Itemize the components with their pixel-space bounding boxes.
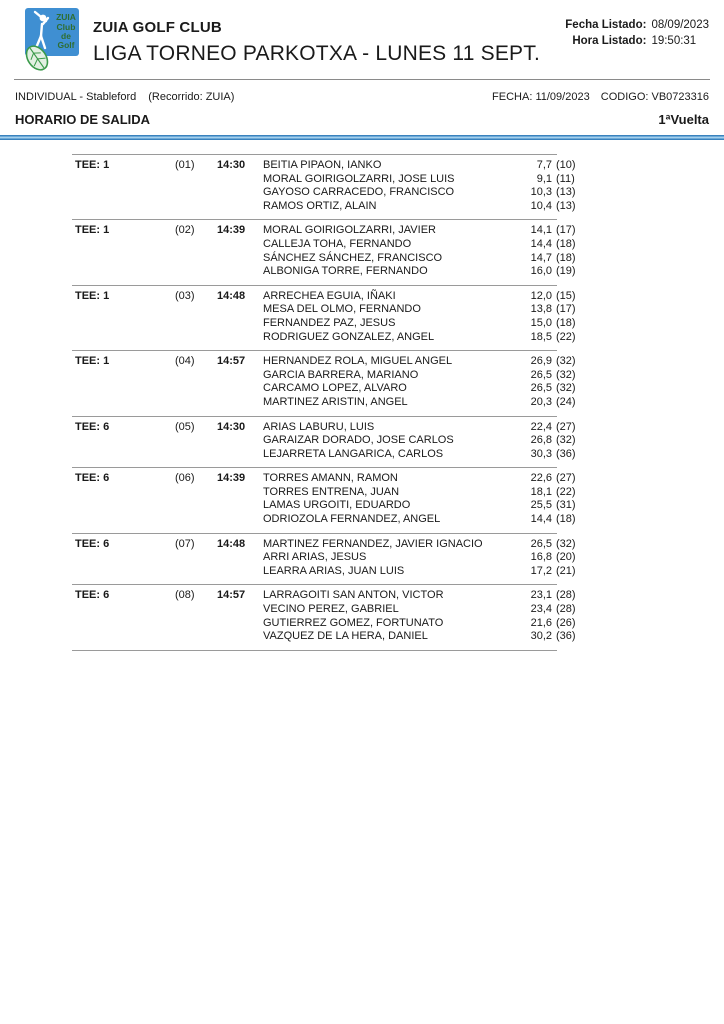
handicap-playing: (19): [556, 265, 576, 278]
club-name: ZUIA GOLF CLUB: [93, 19, 222, 36]
handicap-playing: (17): [556, 303, 576, 316]
svg-text:de: de: [61, 31, 71, 41]
page-header: [0, 0, 724, 72]
svg-text:Club: Club: [56, 22, 76, 32]
section-title: HORARIO DE SALIDA: [15, 112, 151, 127]
handicap-exact: 23,4: [530, 603, 552, 616]
player-handicap: [530, 396, 585, 410]
player-handicap: [530, 486, 585, 500]
player-name: MORAL GOIRIGOLZARRI, JAVIER: [263, 224, 436, 237]
handicap-exact: 20,3: [530, 395, 552, 408]
handicap-exact: 25,5: [530, 499, 552, 512]
group-order: [175, 603, 217, 617]
group-order: (01): [175, 159, 195, 171]
tee-time: [217, 238, 263, 252]
group-order: [175, 265, 217, 279]
player-row: [72, 265, 585, 279]
tee-time: 14:57: [217, 355, 246, 368]
handicap-playing: (13): [556, 186, 576, 199]
player-handicap: [530, 472, 585, 486]
player-handicap: [530, 238, 585, 252]
group-order: [175, 499, 217, 513]
code-label: CODIGO:: [600, 91, 649, 103]
handicap-exact: 10,4: [530, 199, 552, 212]
handicap-exact: 26,9: [530, 355, 552, 368]
tee-time: [217, 200, 263, 214]
handicap-exact: 12,0: [530, 289, 552, 302]
listed-time-label: Hora Listado:: [572, 35, 647, 47]
handicap-playing: (18): [556, 513, 576, 526]
player-name: LAMAS URGOITI, EDUARDO: [263, 499, 411, 512]
handicap-exact: 23,1: [530, 589, 552, 602]
tee-label: [72, 434, 175, 448]
player-name: MORAL GOIRIGOLZARRI, JOSE LUIS: [263, 172, 455, 185]
code-value: VB0723316: [651, 91, 709, 103]
group-order: [175, 303, 217, 317]
table-divider: [72, 650, 557, 651]
player-name: GAYOSO CARRACEDO, FRANCISCO: [263, 186, 455, 199]
tee-time: [217, 252, 263, 266]
zuia-golf-club-logo: [15, 8, 85, 72]
player-name: TORRES ENTRENA, JUAN: [263, 485, 400, 498]
handicap-exact: 22,4: [530, 420, 552, 433]
player-name: VECINO PEREZ, GABRIEL: [263, 603, 399, 616]
group-order: [175, 173, 217, 187]
handicap-exact: 26,8: [530, 434, 552, 447]
player-row: [72, 499, 585, 513]
tee-time: [217, 603, 263, 617]
player-handicap: [530, 630, 585, 644]
player-handicap: [530, 317, 585, 331]
player-row: [72, 290, 585, 304]
player-name: ARRECHEA EGUIA, IÑAKI: [263, 289, 396, 302]
group-order: (06): [175, 472, 195, 485]
tee-label: [72, 565, 175, 579]
handicap-playing: (27): [556, 420, 576, 433]
player-name: SÁNCHEZ SÁNCHEZ, FRANCISCO: [263, 251, 443, 264]
handicap-exact: 10,3: [530, 186, 552, 199]
group-order: [175, 186, 217, 200]
tee-time: [217, 317, 263, 331]
handicap-playing: (11): [556, 172, 575, 185]
listed-time-value: 19:50:31: [651, 35, 697, 47]
group-order: [175, 238, 217, 252]
player-row: [72, 159, 585, 173]
player-name: GARCIA BARRERA, MARIANO: [263, 368, 419, 381]
handicap-playing: (21): [556, 564, 576, 577]
player-handicap: [530, 355, 585, 369]
tee-label: [72, 603, 175, 617]
player-name: MARTINEZ ARISTIN, ANGEL: [263, 395, 408, 408]
handicap-exact: 9,1: [536, 172, 552, 185]
player-handicap: [530, 603, 585, 617]
handicap-exact: 16,0: [530, 265, 552, 278]
handicap-playing: (15): [556, 289, 576, 302]
tee-label: [72, 186, 175, 200]
tee-label: [72, 551, 175, 565]
tee-group: [72, 534, 585, 585]
handicap-playing: (18): [556, 251, 576, 264]
handicap-playing: (17): [556, 224, 576, 237]
schedule-table: [72, 154, 585, 651]
player-handicap: [530, 159, 585, 173]
player-name: LEARRA ARIAS, JUAN LUIS: [263, 564, 405, 577]
group-order: (08): [175, 589, 195, 602]
group-order: (04): [175, 355, 195, 368]
handicap-playing: (22): [556, 485, 576, 498]
player-handicap: [530, 434, 585, 448]
tee-time: [217, 396, 263, 410]
tee-label: TEE: 1: [75, 224, 110, 237]
player-row: [72, 486, 585, 500]
player-name: MESA DEL OLMO, FERNANDO: [263, 303, 421, 316]
player-name: ARIAS LABURU, LUIS: [263, 420, 375, 433]
player-row: [72, 551, 585, 565]
tee-time: 14:57: [217, 589, 246, 602]
player-row: [72, 173, 585, 187]
player-handicap: [530, 617, 585, 631]
date-value: 11/09/2023: [535, 91, 590, 103]
tee-label: [72, 331, 175, 345]
player-name: RODRIGUEZ GONZALEZ, ANGEL: [263, 330, 435, 343]
tee-time: 14:30: [217, 420, 246, 433]
handicap-playing: (28): [556, 603, 576, 616]
player-name: GARAIZAR DORADO, JOSE CARLOS: [263, 434, 454, 447]
player-row: [72, 421, 585, 435]
player-handicap: [530, 186, 585, 200]
player-name: LARRAGOITI SAN ANTON, VICTOR: [263, 589, 444, 602]
group-order: [175, 630, 217, 644]
tee-label: [72, 382, 175, 396]
handicap-playing: (26): [556, 616, 576, 629]
tee-time: [217, 448, 263, 462]
player-handicap: [530, 252, 585, 266]
tee-group: [72, 468, 585, 532]
handicap-exact: 26,5: [530, 368, 552, 381]
listing-info: [565, 19, 709, 48]
player-handicap: [530, 565, 585, 579]
tee-label: TEE: 6: [75, 589, 110, 602]
tee-label: TEE: 1: [75, 159, 110, 171]
player-row: [72, 565, 585, 579]
handicap-exact: 14,4: [530, 237, 552, 250]
tee-label: [72, 499, 175, 513]
handicap-exact: 17,2: [530, 564, 552, 577]
tee-time: 14:48: [217, 537, 246, 550]
player-row: [72, 186, 585, 200]
group-order: [175, 382, 217, 396]
handicap-playing: (28): [556, 589, 576, 602]
tee-time: [217, 551, 263, 565]
handicap-exact: 26,5: [530, 537, 552, 550]
player-name: VAZQUEZ DE LA HERA, DANIEL: [263, 630, 428, 643]
group-order: (07): [175, 537, 195, 550]
svg-text:Golf: Golf: [57, 40, 75, 50]
tee-time: [217, 513, 263, 527]
handicap-playing: (32): [556, 434, 576, 447]
group-order: [175, 513, 217, 527]
handicap-playing: (27): [556, 472, 576, 485]
tee-label: [72, 617, 175, 631]
tee-label: [72, 238, 175, 252]
tee-label: TEE: 6: [75, 472, 110, 485]
tee-time: [217, 265, 263, 279]
tee-group: [72, 155, 585, 219]
player-row: [72, 317, 585, 331]
competition-codes: [492, 91, 709, 103]
player-name: FERNANDEZ PAZ, JESUS: [263, 316, 396, 329]
player-handicap: [530, 200, 585, 214]
player-name: TORRES AMANN, RAMON: [263, 472, 398, 485]
handicap-playing: (31): [556, 499, 576, 512]
handicap-exact: 30,2: [530, 630, 552, 643]
tee-time: 14:39: [217, 472, 246, 485]
handicap-playing: (32): [556, 537, 576, 550]
player-row: [72, 538, 585, 552]
meta-row: [15, 91, 709, 103]
header-titles: [93, 8, 540, 66]
tee-time: [217, 369, 263, 383]
group-order: [175, 331, 217, 345]
group-order: [175, 448, 217, 462]
player-row: [72, 589, 585, 603]
player-row: [72, 331, 585, 345]
tee-label: [72, 486, 175, 500]
svg-text:ZUIA: ZUIA: [56, 12, 76, 22]
tee-time: [217, 565, 263, 579]
handicap-exact: 26,5: [530, 382, 552, 395]
handicap-playing: (36): [556, 447, 576, 460]
tee-label: TEE: 1: [75, 355, 110, 368]
handicap-playing: (32): [556, 382, 576, 395]
player-row: [72, 448, 585, 462]
tee-group: [72, 220, 585, 284]
group-order: [175, 486, 217, 500]
handicap-exact: 14,4: [530, 513, 552, 526]
handicap-exact: 22,6: [530, 472, 552, 485]
group-order: (02): [175, 224, 195, 237]
tee-label: [72, 303, 175, 317]
player-name: HERNANDEZ ROLA, MIGUEL ANGEL: [263, 355, 453, 368]
handicap-exact: 15,0: [530, 316, 552, 329]
tournament-title: LIGA TORNEO PARKOTXA - LUNES 11 SEPT.: [93, 42, 540, 65]
player-row: [72, 396, 585, 410]
tee-label: [72, 252, 175, 266]
player-name: ODRIOZOLA FERNANDEZ, ANGEL: [263, 513, 441, 526]
group-order: [175, 551, 217, 565]
tee-time: 14:48: [217, 289, 246, 302]
tee-time: [217, 617, 263, 631]
handicap-exact: 18,1: [530, 485, 552, 498]
player-handicap: [530, 448, 585, 462]
player-row: [72, 603, 585, 617]
tee-label: TEE: 6: [75, 537, 110, 550]
player-handicap: [530, 513, 585, 527]
player-row: [72, 472, 585, 486]
player-name: BEITIA PIPAON, IANKO: [263, 159, 382, 171]
tee-group: [72, 286, 585, 350]
player-name: ARRI ARIAS, JESUS: [263, 551, 367, 564]
handicap-exact: 18,5: [530, 330, 552, 343]
tee-time: 14:30: [217, 159, 246, 171]
player-row: [72, 252, 585, 266]
group-order: [175, 617, 217, 631]
player-row: [72, 369, 585, 383]
tee-time: [217, 382, 263, 396]
course-text: (Recorrido: ZUIA): [148, 91, 235, 103]
listed-date-label: Fecha Listado:: [565, 19, 647, 31]
player-name: ALBONIGA TORRE, FERNANDO: [263, 265, 428, 278]
tee-time: [217, 186, 263, 200]
handicap-playing: (18): [556, 316, 576, 329]
player-handicap: [530, 382, 585, 396]
tee-time: [217, 303, 263, 317]
tee-time: [217, 499, 263, 513]
handicap-exact: 30,3: [530, 447, 552, 460]
group-order: [175, 252, 217, 266]
tee-label: [72, 513, 175, 527]
round-label: 1ªVuelta: [658, 112, 709, 127]
group-order: [175, 396, 217, 410]
tee-label: [72, 173, 175, 187]
handicap-exact: 7,7: [536, 159, 552, 171]
group-order: [175, 565, 217, 579]
player-handicap: [530, 290, 585, 304]
handicap-exact: 13,8: [530, 303, 552, 316]
tee-label: [72, 630, 175, 644]
tee-label: [72, 448, 175, 462]
handicap-exact: 21,6: [530, 616, 552, 629]
group-order: [175, 369, 217, 383]
section-row: [15, 112, 709, 127]
format-text: INDIVIDUAL - Stableford: [15, 91, 137, 103]
player-name: MARTINEZ FERNANDEZ, JAVIER IGNACIO: [263, 537, 483, 550]
handicap-playing: (10): [556, 159, 576, 171]
handicap-playing: (18): [556, 237, 576, 250]
group-order: (05): [175, 420, 195, 433]
tee-time: [217, 486, 263, 500]
player-row: [72, 303, 585, 317]
handicap-playing: (20): [556, 551, 576, 564]
date-label: FECHA:: [492, 91, 533, 103]
player-handicap: [530, 499, 585, 513]
player-row: [72, 513, 585, 527]
player-handicap: [530, 173, 585, 187]
player-handicap: [530, 589, 585, 603]
player-name: CARCAMO LOPEZ, ALVARO: [263, 382, 407, 395]
group-order: [175, 317, 217, 331]
tee-time: [217, 173, 263, 187]
player-name: RAMOS ORTIZ, ALAIN: [263, 199, 377, 212]
tee-label: TEE: 1: [75, 289, 110, 302]
player-handicap: [530, 303, 585, 317]
competition-format: [15, 91, 234, 103]
group-order: [175, 434, 217, 448]
player-row: [72, 224, 585, 238]
player-handicap: [530, 538, 585, 552]
tee-label: [72, 396, 175, 410]
player-handicap: [530, 331, 585, 345]
player-row: [72, 238, 585, 252]
player-row: [72, 382, 585, 396]
handicap-playing: (24): [556, 395, 576, 408]
tee-time: 14:39: [217, 224, 246, 237]
handicap-playing: (32): [556, 368, 576, 381]
tee-label: TEE: 6: [75, 420, 110, 433]
handicap-playing: (36): [556, 630, 576, 643]
handicap-exact: 14,7: [530, 251, 552, 264]
accent-bar: [0, 135, 724, 140]
listed-date-value: 08/09/2023: [651, 19, 709, 31]
player-handicap: [530, 224, 585, 238]
player-handicap: [530, 421, 585, 435]
player-row: [72, 200, 585, 214]
player-name: LEJARRETA LANGARICA, CARLOS: [263, 447, 444, 460]
tee-group: [72, 351, 585, 415]
player-name: CALLEJA TOHA, FERNANDO: [263, 237, 412, 250]
handicap-playing: (32): [556, 355, 576, 368]
tee-time: [217, 331, 263, 345]
player-handicap: [530, 265, 585, 279]
handicap-exact: 14,1: [530, 224, 552, 237]
tee-label: [72, 265, 175, 279]
player-handicap: [530, 551, 585, 565]
group-order: [175, 200, 217, 214]
tee-label: [72, 317, 175, 331]
tee-group: [72, 417, 585, 468]
player-row: [72, 617, 585, 631]
player-row: [72, 355, 585, 369]
tee-time: [217, 630, 263, 644]
handicap-playing: (22): [556, 330, 576, 343]
handicap-exact: 16,8: [530, 551, 552, 564]
golf-club-logo-graphic: [15, 8, 85, 72]
player-row: [72, 434, 585, 448]
player-name: GUTIERREZ GOMEZ, FORTUNATO: [263, 616, 444, 629]
player-row: [72, 630, 585, 644]
tee-time: [217, 434, 263, 448]
tee-label: [72, 369, 175, 383]
handicap-playing: (13): [556, 199, 576, 212]
header-divider: [14, 79, 710, 80]
player-handicap: [530, 369, 585, 383]
group-order: (03): [175, 289, 195, 302]
tee-label: [72, 200, 175, 214]
tee-group: [72, 585, 585, 649]
